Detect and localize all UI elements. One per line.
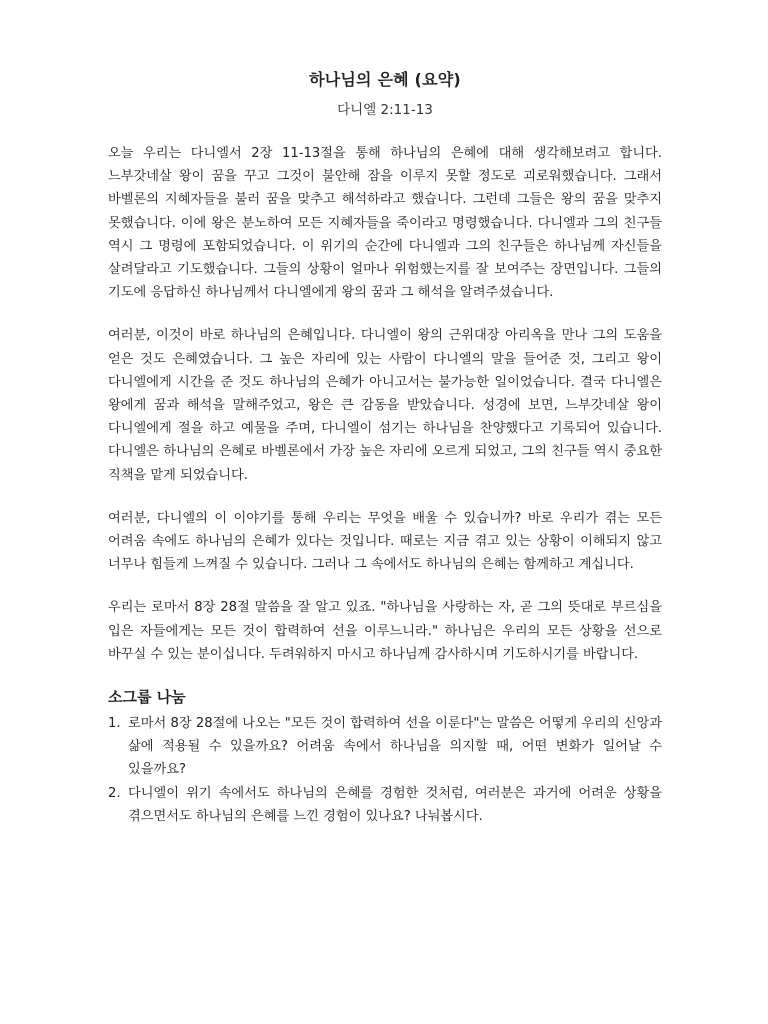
small-group-heading: 소그룹 나눔 — [108, 688, 186, 707]
question-item — [108, 782, 662, 828]
paragraph-intro: 오늘 우리는 다니엘서 2장 11-13절을 통해 하나님의 은혜에 대해 생각해보려고 합니다. 느부갓네살 왕이 꿈을 꾸고 그것이 불안해 잠을 이루지 못할 정도로 괴로워했습니다. 그래서 바벨론의 지혜자들을 불러 꿈을 맞추고 해석하라고 했습니다. 그런데 그들은 왕의 꿈을 맞추지 못했습니다. 이에 왕은 분노하여 모든 지혜자들을 죽이라고 명령했습니다. 다니엘과 그의 친구들 역시 그 명령에 포함되었습니다. 이 위기의 순간에 다니엘과 그의 친구들은 하나님께 자신들을 살려달라고 기도했습니다. 그들의 상황이 얼마나 위험했는지를 잘 보여주는 장면입니다. 그들의 기도에 응답하신 하나님께서 다니엘에게 왕의 꿈과 그 해석을 알려주셨습니다. — [108, 146, 662, 301]
question-text: 다니엘이 위기 속에서도 하나님의 은혜를 경험한 것처럼, 여러분은 과거에 어려운 상황을 겪으면서도 하나님의 은혜를 느낀 경험이 있나요? 나눠봅시다. — [128, 785, 662, 824]
paragraph-lesson: 여러분, 다니엘의 이 이야기를 통해 우리는 무엇을 배울 수 있습니까? 바로 우리가 겪는 모든 어려움 속에도 하나님의 은혜가 있다는 것입니다. 때로는 지금 겪고 있는 상황이 이해되지 않고 너무나 힘들게 느껴질 수 있습니다. 그러나 그 속에서도 하나님의 은혜는 함께하고 계십니다. — [108, 510, 662, 573]
paragraph-grace: 여러분, 이것이 바로 하나님의 은혜입니다. 다니엘이 왕의 근위대장 아리옥을 만나 그의 도움을 얻은 것도 은혜였습니다. 그 높은 자리에 있는 사람이 다니엘의 말을 들어준 것, 그리고 왕이 다니엘에게 시간을 준 것도 하나님의 은혜가 아니고서는 불가능한 일이었습니다. 결국 다니엘은 왕에게 꿈과 해석을 말해주었고, 왕은 큰 감동을 받았습니다. 성경에 보면, 느부갓네살 왕이 다니엘에게 절을 하고 예물을 주며, 다니엘이 섬기는 하나님을 찬양했다고 기록되어 있습니다. 다니엘은 하나님의 은혜로 바벨론에서 가장 높은 자리에 오르게 되었고, 그의 친구들 역시 중요한 직책을 맡게 되었습니다. — [108, 328, 662, 483]
question-number: 1. — [108, 716, 121, 732]
scripture-reference: 다니엘 2:11-13 — [337, 102, 433, 118]
question-number: 2. — [108, 785, 121, 801]
document-page — [108, 68, 662, 828]
question-text: 로마서 8장 28절에 나오는 "모든 것이 합력하여 선을 이룬다"는 말씀은 어떻게 우리의 신앙과 삶에 적용될 수 있을까요? 어려움 속에서 하나님을 의지할 때, 어떤 변화가 일어날 수 있을까요? — [128, 716, 662, 778]
question-item — [108, 712, 662, 782]
paragraph-romans: 우리는 로마서 8장 28절 말씀을 잘 알고 있죠. "하나님을 사랑하는 자, 곧 그의 뜻대로 부르심을 입은 자들에게는 모든 것이 합력하여 선을 이루느니라." 하나님은 우리의 모든 상황을 선으로 바꾸실 수 있는 분이십니다. 두려워하지 마시고 하나님께 감사하시며 기도하시기를 바랍니다. — [108, 600, 662, 662]
document-title: 하나님의 은혜 (요약) — [309, 70, 461, 89]
sermon-body — [108, 142, 662, 666]
small-group-question-list — [108, 712, 662, 828]
